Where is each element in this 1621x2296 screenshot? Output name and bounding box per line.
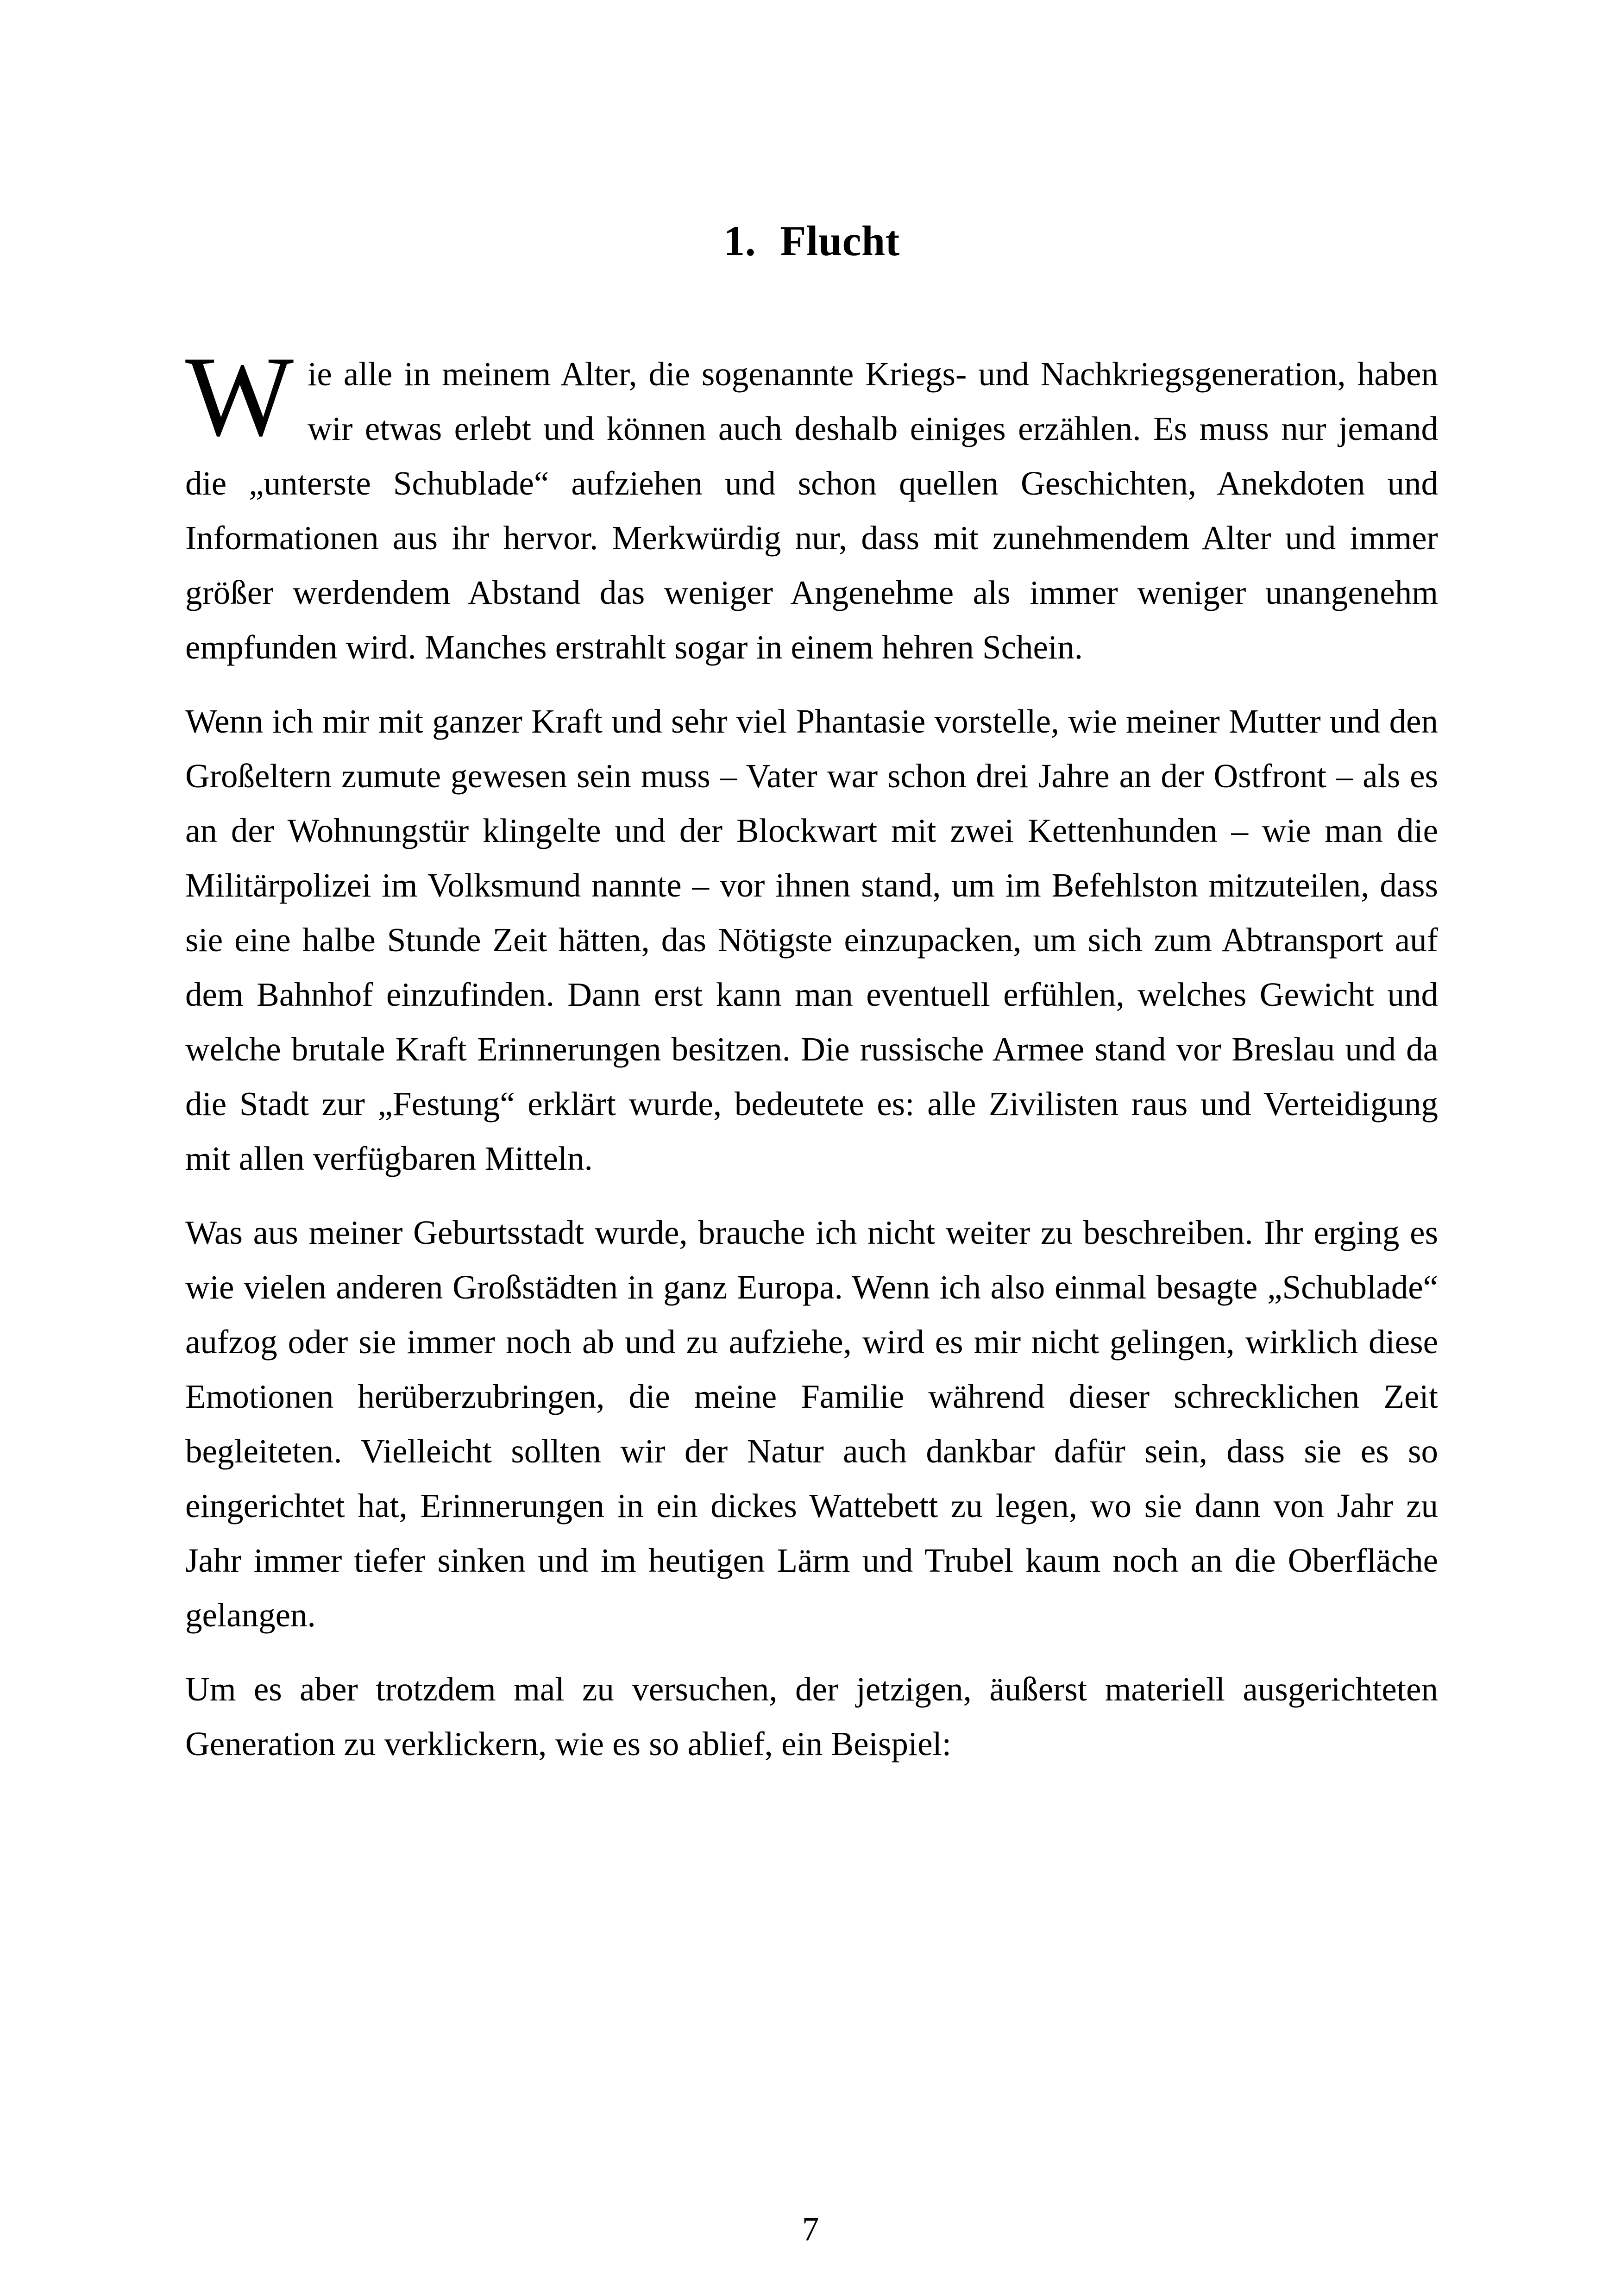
paragraph-1-text: ie alle in meinem Alter, die sogenannte Kriegs- und Nachkriegsgeneration, haben wir etwas erlebt und können auch deshalb einiges erzählen. Es muss nur jemand die „unterste Schublade“ aufziehen und schon quellen Geschichten, Anekdoten und Informationen aus ihr hervor. Merkwürdig nur, dass mit zunehmendem Alter und immer größer werdendem Abstand das weniger Angenehme als immer weniger unangenehm empfunden wird. Manches erstrahlt sogar in einem hehren Schein. bbox=[185, 355, 1438, 666]
chapter-number: 1. bbox=[723, 217, 756, 264]
page-number: 7 bbox=[802, 2210, 819, 2248]
chapter-heading bbox=[185, 217, 1438, 266]
paragraph-1 bbox=[185, 332, 1438, 675]
paragraph-2: Wenn ich mir mit ganzer Kraft und sehr viel Phantasie vorstelle, wie meiner Mutter und den Großeltern zumute gewesen sein muss – Vater war schon drei Jahre an der Ostfront – als es an der Wohnungstür klingelte und der Blockwart mit zwei Kettenhunden – wie man die Militärpolizei im Volksmund nannte – vor ihnen stand, um im Befehlston mitzuteilen, dass sie eine halbe Stunde Zeit hätten, das Nötigste einzupacken, um sich zum Abtransport auf dem Bahnhof einzufinden. Dann erst kann man eventuell erfühlen, welches Gewicht und welche brutale Kraft Erinnerungen besitzen. Die russische Armee stand vor Breslau und da die Stadt zur „Festung“ erklärt wurde, bedeutete es: alle Zivilisten raus und Verteidigung mit allen verfügbaren Mitteln. bbox=[185, 702, 1438, 1177]
paragraph-4: Um es aber trotzdem mal zu versuchen, der jetzigen, äußerst materiell ausgerichteten Generation zu verklickern, wie es so ablief, ein Beispiel: bbox=[185, 1670, 1438, 1763]
paragraph-3: Was aus meiner Geburtsstadt wurde, brauche ich nicht weiter zu beschreiben. Ihr erging es wie vielen anderen Großstädten in ganz Europa. Wenn ich also einmal besagte „Schublade“ aufzog oder sie immer noch ab und zu aufziehe, wird es mir nicht gelingen, wirklich diese Emotionen herüberzubringen, die meine Familie während dieser schrecklichen Zeit begleiteten. Vielleicht sollten wir der Natur auch dankbar dafür sein, dass sie es so eingerichtet hat, Erinnerungen in ein dickes Wattebett zu legen, wo sie dann von Jahr zu Jahr immer tiefer sinken und im heutigen Lärm und Trubel kaum noch an die Oberfläche gelangen. bbox=[185, 1213, 1438, 1634]
chapter-title: Flucht bbox=[780, 217, 900, 264]
body-text bbox=[185, 332, 1438, 1771]
dropcap-letter: W bbox=[185, 332, 294, 460]
